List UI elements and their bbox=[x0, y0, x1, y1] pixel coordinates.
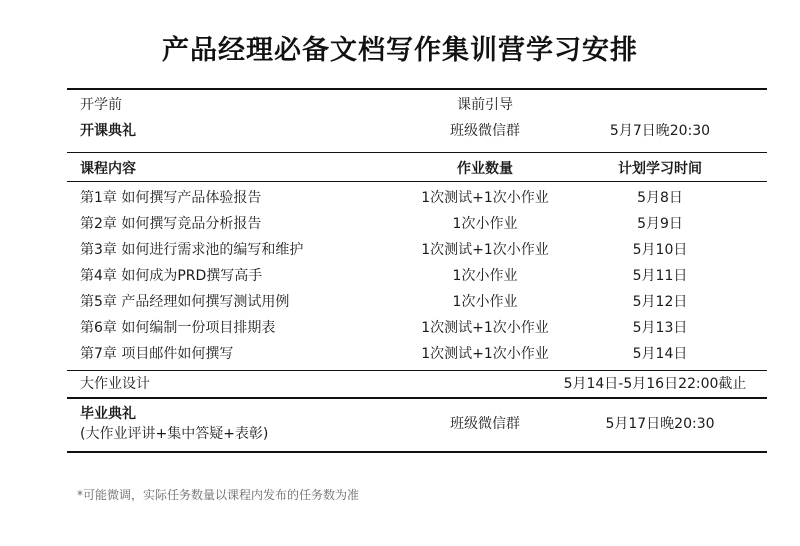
footnote: *可能微调，实际任务数量以课程内发布的任务数为准 bbox=[77, 488, 360, 502]
project-deadline: 5月14日-5月16日22:00截止 bbox=[563, 376, 747, 392]
chapter-title: 第3章 如何进行需求池的编写和维护 bbox=[80, 242, 304, 258]
project-label: 大作业设计 bbox=[80, 376, 150, 392]
plan-date: 5月11日 bbox=[632, 268, 688, 284]
plan-date: 5月9日 bbox=[637, 216, 683, 232]
pre-course-label: 开学前 bbox=[80, 97, 122, 113]
table-top-rule bbox=[67, 88, 767, 90]
assignment-count: 1次测试+1次小作业 bbox=[421, 346, 549, 362]
graduation-sublabel: (大作业评讲+集中答疑+表彰) bbox=[80, 426, 269, 442]
assignment-count: 1次测试+1次小作业 bbox=[421, 190, 549, 206]
header-plan-time: 计划学习时间 bbox=[618, 161, 702, 177]
plan-date: 5月13日 bbox=[632, 320, 688, 336]
assignment-count: 1次小作业 bbox=[452, 268, 518, 284]
chapter-title: 第1章 如何撰写产品体验报告 bbox=[80, 190, 262, 206]
header-course-content: 课程内容 bbox=[80, 161, 136, 177]
chapter-title: 第4章 如何成为PRD撰写高手 bbox=[80, 268, 263, 284]
assignment-count: 1次测试+1次小作业 bbox=[421, 242, 549, 258]
opening-ceremony-place: 班级微信群 bbox=[450, 123, 520, 139]
section-divider bbox=[67, 152, 767, 153]
assignment-count: 1次小作业 bbox=[452, 294, 518, 310]
assignment-count: 1次测试+1次小作业 bbox=[421, 320, 549, 336]
table-bottom-rule bbox=[67, 451, 767, 453]
chapter-title: 第7章 项目邮件如何撰写 bbox=[80, 346, 234, 362]
plan-date: 5月8日 bbox=[637, 190, 683, 206]
graduation-place: 班级微信群 bbox=[450, 416, 520, 432]
plan-date: 5月14日 bbox=[632, 346, 688, 362]
opening-ceremony-label: 开课典礼 bbox=[80, 123, 136, 139]
section-divider bbox=[67, 397, 767, 399]
chapter-title: 第6章 如何编制一份项目排期表 bbox=[80, 320, 276, 336]
section-divider bbox=[67, 370, 767, 371]
graduation-label: 毕业典礼 bbox=[80, 406, 136, 422]
header-assignment-count: 作业数量 bbox=[457, 161, 513, 177]
opening-ceremony-time: 5月7日晚20:30 bbox=[609, 123, 711, 139]
header-divider bbox=[67, 181, 767, 182]
plan-date: 5月12日 bbox=[632, 294, 688, 310]
graduation-time: 5月17日晚20:30 bbox=[605, 416, 715, 432]
chapter-title: 第2章 如何撰写竞品分析报告 bbox=[80, 216, 262, 232]
assignment-count: 1次小作业 bbox=[452, 216, 518, 232]
chapter-title: 第5章 产品经理如何撰写测试用例 bbox=[80, 294, 290, 310]
page-title: 产品经理必备文档写作集训营学习安排 bbox=[162, 35, 638, 66]
plan-date: 5月10日 bbox=[632, 242, 688, 258]
pre-course-item: 课前引导 bbox=[457, 97, 513, 113]
